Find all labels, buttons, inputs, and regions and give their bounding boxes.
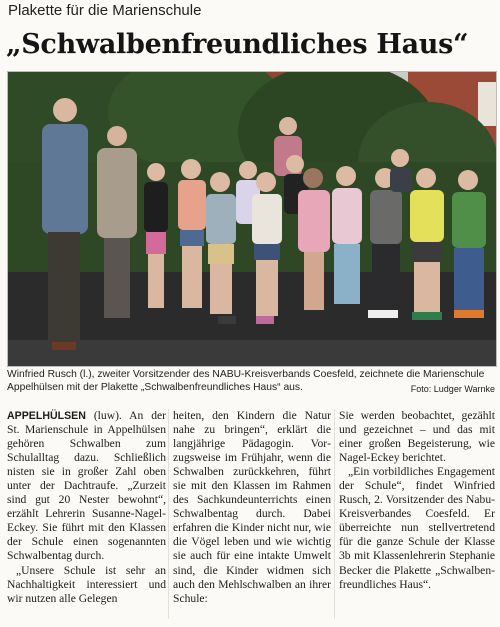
column-divider [334, 409, 335, 619]
column-divider [168, 409, 169, 619]
photo-credit: Foto: Ludger Warnke [410, 383, 495, 394]
body-paragraph: „Ein vorbildliches Engagement der Schule“, findet Winfried Rusch, 2. Vorsitzender des Nabu-Kreisverbandes Coesfeld. Er überreichte nun stellvertretend für die ganze Schule der Klasse 3b mit Klassenlehrerin Stephanie Becker die Plakette „Schwalbenfreundliches Haus“. [339, 465, 495, 591]
photo-caption [7, 369, 495, 395]
article-photo [7, 71, 497, 367]
photo-illustration [8, 72, 496, 366]
headline: „Schwalbenfreundliches Haus“ [6, 29, 469, 60]
article-column-2 [173, 409, 331, 606]
dateline: APPELHÜLSEN [7, 410, 86, 422]
paragraph-text: (luw). An der St. Marienschule in Appelhülsen gehören Schwalben zum Schulalltag dazu. Schließlich nisten sie in großer Zahl oben unter der Dachtraufe. „Zurzeit sind gut 20 Nester bewohnt“, erzählt Lehrerin Susanne-Nagel-Eckey. Sie führt mit den Klassen der Schule einen sogenannten Schwalbentag durch. [7, 409, 167, 563]
article-column-1 [7, 409, 166, 606]
body-paragraph: „Unsere Schule ist sehr an Nachhaltigkeit interessiert und wir nutzen alle Gelegen [7, 563, 166, 605]
caption-text: Winfried Rusch (l.), zweiter Vorsitzender des NABU-Kreisverbands Coesfeld, zeichnete die Marienschule Appelhülsen mit der Plakette „Schwalbenfreundliches Haus“ aus. [7, 369, 485, 393]
body-paragraph: Sie werden beobachtet, gezählt und gezeichnet – und das mit einer großen Begeisterung, wie Nagel-Eckey berichtet. [339, 409, 495, 465]
body-paragraph: heiten, den Kindern die Natur nahe zu bringen“, erklärt die langjährige Pädagogin. Vorzugsweise im Frühjahr, wenn die Schwalben zurückkehren, führt sie mit den Klassen im Rahmen des Sachkundeunterrichts einen Schwalbentag durch. Dabei erfahren die Kinder nicht nur, wie die Vögel leben und wie wichtig sie auch für eine intakte Umwelt sind, die Kinder widmen sich auch den Mehlschwalben an ihrer Schule: [173, 409, 331, 605]
body-paragraph [7, 409, 166, 564]
kicker-line: Plakette für die Marienschule [8, 2, 202, 19]
article-column-3 [339, 409, 495, 592]
